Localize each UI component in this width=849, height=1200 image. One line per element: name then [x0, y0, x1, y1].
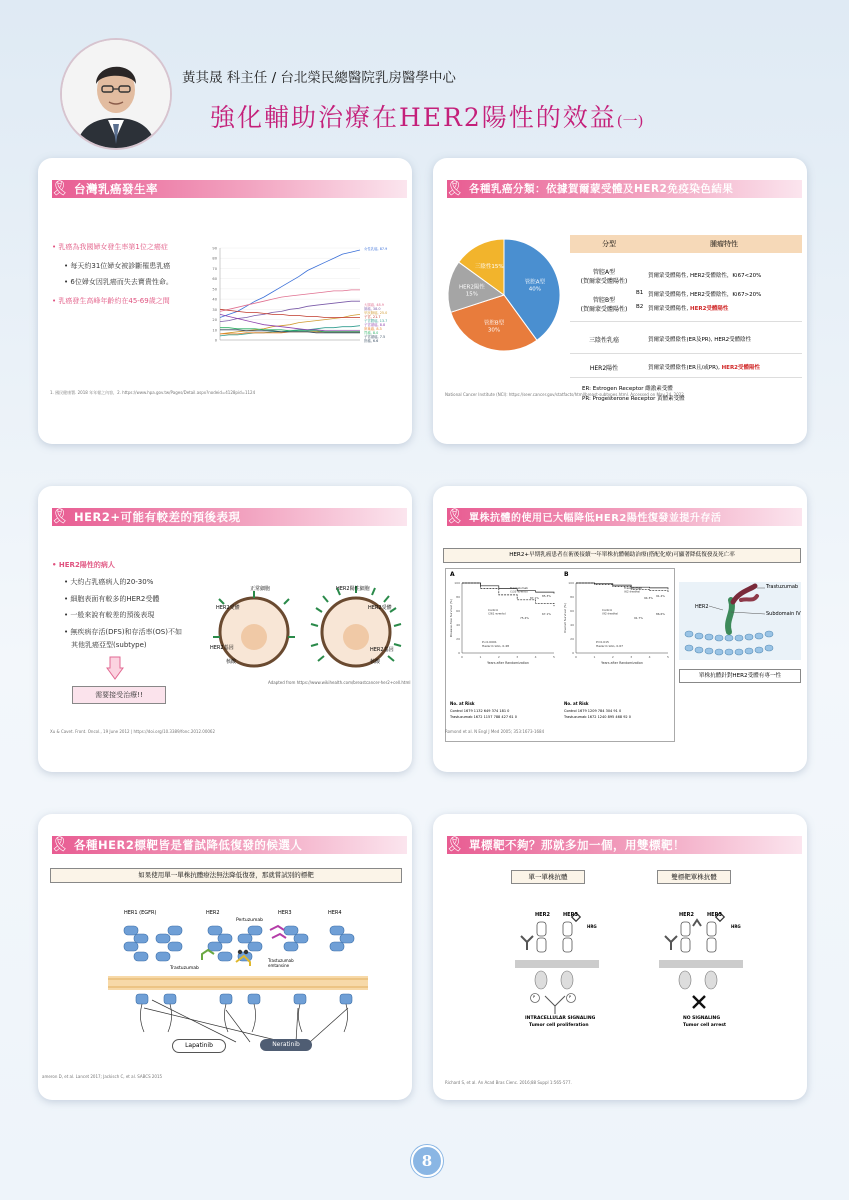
bullet-text: 乳癌為我國婦女發生率第1位之癌症: [58, 243, 168, 251]
receptor-label: HER2: [206, 910, 220, 916]
signal-label: NO SIGNALING: [683, 1016, 721, 1021]
legend-label: 甲狀腺癌, 25.0: [364, 311, 388, 315]
slide-heading: 單株抗體的使用已大幅降低HER2陽性復發並提升存活: [469, 513, 722, 524]
table-divider: [570, 321, 802, 322]
x-axis-label: Years after Randomization: [601, 661, 643, 665]
lapatinib-pill: Lapatinib: [172, 1039, 226, 1053]
stats-label: P=0.015: [596, 640, 609, 644]
trastuzumab-her2-figure: [679, 582, 801, 660]
pie-label: 15%: [465, 291, 479, 298]
table-cell-highlight: HER2受體陽性: [721, 365, 761, 371]
signal-label: Tumor cell arrest: [683, 1023, 727, 1028]
slide-incidence: [38, 158, 412, 444]
treatment-needed-button: 需要接受治療!!: [72, 686, 166, 704]
table-divider: [570, 377, 802, 378]
diagram-label: HER3: [707, 912, 722, 918]
diagram-label: HER2基因: [370, 647, 394, 653]
y-tick-label: 60: [570, 609, 574, 614]
series-line: [220, 314, 360, 330]
bullet-text: HER2陽性的病人: [58, 561, 115, 569]
image-credit: Adapted from https://www.wikihealth.com/breastcancer-her2+cell.html: [268, 680, 411, 685]
drug-label: Trastuzumab: [170, 966, 199, 971]
slide-dual-targeting: [433, 814, 807, 1100]
pink-ribbon-icon: 🎗: [445, 179, 465, 197]
y-tick-label: 80: [570, 595, 574, 600]
stats-label: Hazard ratio, 0.48: [482, 644, 510, 648]
table-cell-text: 賀爾蒙受體陰性(ER且/或PR),: [648, 365, 722, 371]
diagram-label: 核酸: [370, 659, 381, 665]
legend-label: 胃癌, 8.0: [364, 331, 379, 335]
y-tick-label: 100: [568, 581, 574, 586]
curve-label: 94.3%: [644, 596, 653, 600]
y-axis-label: Disease-free Survival (%): [449, 599, 453, 637]
phosphate-label: P: [569, 995, 572, 999]
km-chart-b: [562, 577, 674, 681]
pie-label: 30%: [487, 327, 501, 334]
curve-label: 87.1%: [530, 596, 539, 600]
legend-label: 子宮頸癌, 8.8: [364, 323, 386, 327]
bullet-title: • HER2陽性的病人: [52, 561, 115, 569]
curve-label: (92 deaths): [602, 611, 619, 616]
curve-label: 91.7%: [634, 616, 643, 620]
y-tick-label: 20: [456, 637, 460, 642]
bullet-item: • 無疾病存活(DFS)和存活率(OS)不如: [64, 628, 182, 636]
risk-table-row: Control 1679 1132 649 374 181 0: [450, 709, 510, 713]
series-line: [220, 290, 360, 312]
y-tick-label: 30: [212, 307, 217, 312]
table-cell: 管腔A型 (賀爾蒙受體陽性): [580, 269, 628, 285]
footnote: 1. 國民健康署. 2018 年年報之內容，2. https://www.hpa.gov.tw/Pages/Detail.aspx?nodeid=4128pid=1124: [50, 390, 256, 395]
x-tick-label: 5: [667, 655, 669, 659]
y-tick-label: 20: [212, 318, 217, 323]
diagram-label: HER2受體: [368, 605, 392, 611]
slide-heading-bar: [447, 836, 802, 854]
table-cell-highlight: HER2受體陽性: [690, 306, 729, 312]
page-number: 8: [411, 1145, 443, 1177]
slide-heading: 台灣乳癌發生率: [74, 182, 158, 196]
bullet-text: 6位婦女因乳癌而失去寶貴性命。: [70, 278, 173, 286]
diagram-label: HER2受體: [216, 605, 240, 611]
slide-subtypes: [433, 158, 807, 444]
footnote: ameron D, et al. Lancet 2017; Jackisch C, et al. SABCS 2015: [42, 1074, 163, 1079]
slide-subtitle: HER2+早期乳癌患者在術後接續一年單株抗體輔助治療(搭配化療)可顯著降低復發及死亡率: [443, 548, 801, 563]
receptor-label: HER4: [328, 910, 342, 916]
receptor-label: HER1 (EGFR): [124, 910, 157, 916]
y-tick-label: 40: [570, 623, 574, 628]
diagram-label: HER2陽性細胞: [336, 586, 370, 592]
table-cell: [648, 363, 760, 371]
curve-label: (261 events): [488, 611, 506, 616]
slide-heading-bar: [447, 508, 802, 526]
y-tick-label: 90: [212, 246, 217, 251]
x-tick-label: 2: [611, 655, 614, 659]
footnote: Xu & Cavet. Front. Oncol., 19 June 2012 | https://doi.org/10.3389/fonc.2012.00062: [50, 729, 215, 734]
x-tick-label: 3: [630, 655, 633, 659]
diagram-label: HER2基因: [210, 645, 234, 651]
slide-heading: 各種乳癌分類：依據賀爾蒙受體及HER2免疫染色結果: [469, 183, 734, 195]
slide-subtitle: 如果使用單一單株抗體療法無法降低復發，那就嘗試別的標靶: [50, 868, 402, 883]
pink-ribbon-icon: 🎗: [50, 507, 70, 525]
legend-label: 女性乳癌, 87.9: [364, 247, 388, 252]
y-axis-label: Overall Survival (%): [563, 603, 567, 633]
table-cell: B1: [636, 290, 644, 296]
phosphate-label: P: [533, 995, 536, 999]
y-tick-label: 40: [212, 297, 217, 302]
curve-label: Control: [602, 608, 613, 612]
y-tick-label: 100: [454, 581, 460, 586]
curve-label: 86.6%: [656, 612, 665, 616]
x-tick-label: 3: [516, 655, 519, 659]
bullet-item: • 乳癌發生高峰年齡約在45-69歲之間: [52, 297, 170, 305]
subtype-table: [570, 235, 802, 402]
series-line: [220, 250, 360, 318]
drug-label: Trastuzumab emtansine: [268, 958, 294, 968]
table-cell: 賀爾蒙受體陽性, HER2受體陰性，Ki67>20%: [648, 292, 762, 298]
x-tick-label: 4: [648, 655, 651, 659]
table-cell: HER2陽性: [589, 365, 619, 372]
stats-label: Hazard ratio, 0.67: [596, 644, 624, 648]
pie-label: 40%: [528, 286, 542, 293]
abbreviation-note: PR: Progesterone Receptor 黃體素受體: [582, 396, 685, 402]
x-tick-label: 0: [461, 655, 463, 659]
signal-label: Tumor cell proliferation: [529, 1023, 589, 1028]
km-chart-a: [448, 577, 560, 681]
figure-label: HER2: [695, 604, 709, 610]
table-cell: 三陰性乳癌: [588, 337, 619, 344]
table-header-cell: 分型: [602, 240, 616, 248]
bullet-item: • 每天約31位婦女被診斷罹患乳癌: [64, 262, 171, 270]
y-tick-label: 80: [212, 256, 217, 261]
figure-label: Subdomain IV: [766, 611, 801, 617]
bullet-text: 細胞表面有較多的HER2受體: [70, 595, 160, 603]
bullet-item: • 一般來說有較差的預後表現: [64, 611, 155, 619]
page-title-suffix: (一): [616, 112, 644, 130]
legend-label: 子宮頸癌, 7.5: [364, 335, 386, 339]
risk-table-row: Trastuzumab 1672 1157 788 427 61 0: [450, 715, 517, 719]
bullet-text: 大約占乳癌病人的20-30%: [70, 578, 154, 586]
figure-label: Trastuzumab: [766, 584, 799, 590]
footnote: Romond et al. N Engl J Med 2005; 353:1673-1684: [445, 729, 545, 734]
bullet-text: 乳癌發生高峰年齡約在45-69歲之間: [58, 297, 170, 305]
y-tick-label: 0: [572, 651, 574, 656]
risk-table-row: Control 1679 1209 784 304 91 0: [564, 709, 622, 713]
x-tick-label: 2: [497, 655, 500, 659]
legend-label: 卵巢癌, 8.3: [364, 327, 382, 331]
bullet-text: 每天約31位婦女被診斷罹患乳癌: [70, 262, 171, 270]
slide-heading-bar: [52, 836, 407, 854]
y-tick-label: 0: [214, 338, 217, 343]
risk-table-row: Trastuzumab 1672 1240 895 468 92 0: [564, 715, 631, 719]
single-antibody-box: 單一單株抗體: [511, 870, 585, 884]
abbreviation-note: ER: Estrogen Receptor 雌激素受體: [582, 386, 673, 392]
y-tick-label: 70: [212, 266, 217, 271]
pink-ribbon-icon: 🎗: [50, 179, 70, 197]
x-tick-label: 1: [479, 655, 482, 659]
her2-positive-cell: [311, 586, 401, 666]
y-tick-label: 20: [570, 637, 574, 642]
signal-label: INTRACELLULAR SIGNALING: [525, 1016, 596, 1021]
legend-label: 大腸癌, 48.9: [364, 303, 384, 307]
curve-label: Control: [488, 608, 499, 612]
pie-label: 三陰性15%: [474, 264, 504, 271]
legend-label: 肝癌, 6.6: [364, 339, 379, 343]
slide-prognosis: [38, 486, 412, 772]
y-tick-label: 80: [456, 595, 460, 600]
slide-heading: 各種HER2標靶皆是嘗試降低復發的候選人: [74, 838, 303, 852]
series-line: [220, 309, 360, 317]
bullet-item-continued: 其他乳癌亞型(subtype): [71, 641, 147, 649]
table-cell: 賀爾蒙受體陰性(ER及PR), HER2受體陰性: [648, 337, 752, 343]
diagram-label: HRG: [587, 924, 597, 929]
table-cell-text: 賀爾蒙受體陽性,: [648, 306, 690, 312]
x-tick-label: 0: [575, 655, 577, 659]
curve-label: 85.3%: [542, 594, 551, 598]
curve-label: (133 events): [510, 589, 528, 594]
bullet-text: 一般來說有較差的預後表現: [70, 611, 155, 619]
table-cell: [648, 304, 728, 312]
curve-label: 67.1%: [542, 612, 551, 616]
pie-label: 管腔A型: [524, 279, 546, 286]
slide-heading: HER2+可能有較差的預後表現: [74, 510, 241, 524]
pink-ribbon-icon: 🎗: [445, 507, 465, 525]
y-tick-label: 0: [458, 651, 460, 656]
diagram-label: HRG: [731, 924, 741, 929]
diagram-label: HER2: [679, 912, 694, 918]
stats-label: P<0.0001: [482, 640, 497, 644]
y-tick-label: 60: [212, 277, 217, 282]
diagram-label: HER3: [563, 912, 578, 918]
x-tick-label: 1: [593, 655, 596, 659]
table-cell: B2: [636, 304, 644, 310]
curve-label: 75.4%: [520, 616, 529, 620]
diagram-label: HER2: [535, 912, 550, 918]
table-header-cell: 腫瘤特性: [710, 240, 738, 248]
risk-table-header: No. at Risk: [564, 701, 589, 706]
footnote: Richard S, et al. An Acad Bras Cienc. 2016;88 Suppl 1:565-577.: [445, 1080, 572, 1085]
bullet-item: • 細胞表面有較多的HER2受體: [64, 595, 160, 603]
panel-label: A: [450, 571, 455, 578]
table-header: [570, 235, 802, 253]
km-curve: [462, 583, 554, 606]
km-curve: [576, 583, 668, 592]
subtype-pie-chart: [441, 232, 567, 358]
normal-cell: [213, 591, 295, 666]
pie-label: 管腔B型: [483, 320, 505, 327]
y-tick-label: 10: [212, 328, 217, 333]
y-tick-label: 60: [456, 609, 460, 614]
page-title-text: 強化輔助治療在HER2陽性的效益: [210, 103, 617, 132]
drug-label: Pertuzumab: [236, 918, 263, 923]
x-tick-label: 4: [534, 655, 537, 659]
curve-label: 91.4%: [656, 594, 665, 598]
bullet-item: • 乳癌為我國婦女發生率第1位之癌症: [52, 243, 168, 251]
incidence-line-chart: [206, 244, 406, 354]
diagram-label: 核酸: [226, 659, 237, 665]
table-cell: 賀爾蒙受體陽性, HER2受體陰性，Ki67<20%: [648, 273, 762, 279]
curve-label: (62 deaths): [624, 589, 641, 594]
km-curve: [462, 583, 554, 594]
legend-label: 子宮, 21.7: [364, 315, 381, 319]
pink-ribbon-icon: 🎗: [50, 835, 70, 853]
page-title: [210, 98, 644, 134]
curve-label: Trastuzumab: [624, 586, 642, 590]
diagram-label: 正常細胞: [250, 586, 271, 592]
x-block-icon: [693, 996, 705, 1008]
slide-her2-targets: [38, 814, 412, 1100]
pie-label: HER2陽性: [458, 284, 485, 291]
curve-label: Trastuzumab: [510, 586, 528, 590]
slide-heading-bar: [52, 180, 407, 198]
panel-label: B: [564, 571, 569, 578]
slide-heading-bar: [52, 508, 407, 526]
dual-antibody-box: 雙標靶單株抗體: [657, 870, 731, 884]
risk-table-header: No. at Risk: [450, 701, 475, 706]
legend-label: 子宮體癌, 13.7: [364, 319, 388, 323]
table-divider: [570, 353, 802, 354]
neratinib-pill: Neratinib: [260, 1039, 312, 1051]
x-axis-label: Years after Randomization: [487, 661, 529, 665]
legend-label: 肺癌, 38.0: [364, 307, 381, 311]
y-tick-label: 40: [456, 623, 460, 628]
down-arrow-icon: [106, 656, 124, 680]
pink-ribbon-icon: 🎗: [445, 835, 465, 853]
bullet-item: • 大約占乳癌病人的20-30%: [64, 578, 154, 586]
figure-caption: 單株抗體針對HER2受體有專一性: [679, 669, 801, 683]
y-tick-label: 50: [212, 287, 217, 292]
author-photo: [62, 40, 170, 148]
km-figure: [445, 568, 675, 742]
bullet-text: 無疾病存活(DFS)和存活率(OS)不如: [70, 628, 182, 636]
footnote: National Cancer Institute (NCI): https://seer.cancer.gov/statfacts/html/breast-subtypes.html. Accessed on May 24, 2022: [445, 392, 684, 397]
author-line: 黃其晟 科主任 / 台北榮民總醫院乳房醫學中心: [182, 70, 456, 86]
receptor-label: HER3: [278, 910, 292, 916]
x-tick-label: 5: [553, 655, 555, 659]
slide-antibody-survival: [433, 486, 807, 772]
slide-heading-bar: [447, 180, 802, 198]
slide-heading: 單標靶不夠？那就多加一個，用雙標靶！: [469, 838, 685, 852]
table-cell: 管腔B型 (賀爾蒙受體陽性): [580, 297, 628, 313]
bullet-item: • 6位婦女因乳癌而失去寶貴性命。: [64, 278, 173, 286]
her2-family-pathway-diagram: [108, 918, 368, 1054]
